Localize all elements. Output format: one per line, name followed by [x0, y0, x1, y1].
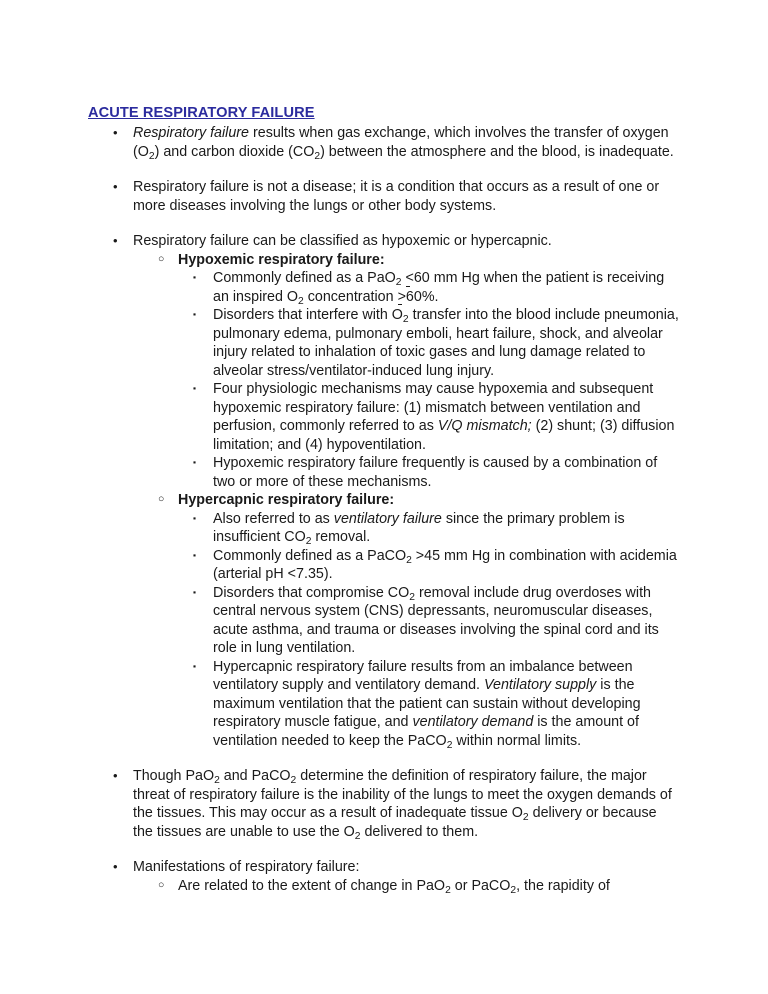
- outline-level-2: [133, 877, 680, 896]
- list-item: [133, 491, 680, 750]
- paragraph-text: [213, 511, 625, 546]
- list-item: [88, 767, 680, 841]
- text-run: and PaCO: [219, 768, 291, 785]
- emphasis-text: ventilatory failure: [333, 510, 442, 527]
- bullet-circle-icon: ○: [158, 252, 165, 265]
- subsection-label: Hypoxemic respiratory failure:: [178, 251, 385, 268]
- bullet-dot-icon: •: [113, 125, 118, 141]
- list-item: [88, 232, 680, 750]
- text-run: transfer into the blood include pneumonia, pulmonary edema, pulmonary emboli, heart failure, shock, and alveolar injury related to inhalation of toxic gases and lung damage related to alveolar stress/ventilator-induced lung injury.: [213, 307, 679, 379]
- text-run: Four physiologic mechanisms may cause hypoxemia and subsequent hypoxemic respiratory failure: (1) mismatch between ventilation and perfusion, commonly referred to as: [213, 381, 654, 435]
- emphasis-text: V/Q mismatch;: [437, 418, 532, 435]
- paragraph-text: [213, 381, 674, 453]
- outline-level-3: [178, 269, 680, 491]
- text-run: Disorders that interfere with O: [213, 307, 403, 324]
- text-run: results when gas exchange, which involves the transfer of oxygen (O: [133, 125, 669, 160]
- subscript: 2: [445, 884, 451, 896]
- page-title: ACUTE RESPIRATORY FAILURE: [88, 105, 315, 121]
- subscript: 2: [314, 150, 321, 162]
- bullet-square-icon: ▪: [193, 549, 197, 560]
- text-run: concentration: [303, 288, 398, 305]
- text-run: is the maximum ventilation that the patient can sustain without developing respiratory muscle fatigue, and: [213, 677, 641, 731]
- paragraph-text: Respiratory failure is not a disease; it is a condition that occurs as a result of one or more diseases involving the lungs or other body systems.: [133, 179, 660, 214]
- subscript: 2: [214, 775, 220, 786]
- list-item: [178, 306, 680, 380]
- text-run: 60 mm Hg when the patient is receiving an inspired O: [213, 270, 665, 305]
- subscript: 2: [290, 775, 297, 786]
- bullet-square-icon: ▪: [193, 660, 197, 671]
- bullet-square-icon: ▪: [193, 586, 197, 597]
- list-item: [88, 178, 680, 215]
- paragraph-text: [213, 659, 641, 749]
- bullet-square-icon: ▪: [193, 272, 197, 283]
- text-run: ) between the atmosphere and the blood, is inadequate.: [320, 143, 674, 160]
- text-run: ) and carbon dioxide (CO: [154, 143, 315, 160]
- paragraph-text: [213, 307, 679, 379]
- text-run: Commonly defined as a PaO: [213, 270, 396, 287]
- outline-level-2: [133, 251, 680, 751]
- subscript: 2: [354, 830, 361, 842]
- subscript: 2: [446, 739, 453, 751]
- bullet-square-icon: ▪: [193, 309, 197, 320]
- subscript: 2: [305, 536, 312, 547]
- subscript: 2: [395, 277, 402, 288]
- paragraph-text: [213, 548, 677, 583]
- paragraph-text: [133, 125, 674, 160]
- less-than-or-equal-symbol: <: [405, 270, 414, 287]
- subscript: 2: [409, 591, 415, 603]
- text-run: (2) shunt; (3) diffusion limitation; and (4) hypoventilation.: [213, 418, 675, 453]
- text-run: determine the definition of respiratory failure, the major threat of respiratory failure is the inability of the lungs to meet the oxygen demands of the tissues. This may occur as a result of inadequate tissue O: [133, 768, 672, 822]
- subscript: 2: [522, 812, 529, 823]
- list-item: [178, 658, 680, 751]
- paragraph-text: [178, 878, 610, 894]
- subsection-label: Hypercapnic respiratory failure:: [178, 492, 395, 509]
- paragraph-text: [213, 585, 659, 657]
- list-item: [88, 124, 680, 161]
- text-run: is the amount of ventilation needed to keep the PaCO: [213, 714, 639, 749]
- text-run: or PaCO: [450, 877, 511, 894]
- list-item: [178, 547, 680, 584]
- bullet-dot-icon: •: [113, 179, 118, 195]
- subscript: 2: [510, 884, 517, 896]
- text-run: Also referred to as: [213, 510, 334, 527]
- list-item: [178, 584, 680, 658]
- text-run: Hypercapnic respiratory failure results from an imbalance between ventilatory supply and ventilatory demand.: [213, 658, 633, 694]
- text-run: 60%.: [405, 288, 439, 305]
- emphasis-text: ventilatory demand: [412, 714, 534, 731]
- text-run: delivery or because the tissues are unable to use the O: [133, 805, 657, 840]
- text-run: Though PaO: [133, 768, 215, 785]
- document-body: [88, 104, 680, 895]
- paragraph-text: [133, 768, 672, 840]
- text-run: >45 mm Hg in combination with acidemia (arterial pH <7.35).: [213, 547, 677, 583]
- bullet-square-icon: ▪: [193, 512, 197, 523]
- outline-level-3: [178, 510, 680, 751]
- emphasis-text: Respiratory failure: [133, 125, 250, 142]
- paragraph-text: Manifestations of respiratory failure:: [133, 859, 360, 876]
- paragraph-text: Hypoxemic respiratory failure frequently is caused by a combination of two or more of these mechanisms.: [213, 455, 658, 490]
- bullet-square-icon: ▪: [193, 457, 197, 468]
- subscript: 2: [402, 314, 409, 325]
- subscript: 2: [298, 295, 304, 307]
- text-run: delivered to them.: [360, 823, 479, 840]
- text-run: Are related to the extent of change in PaO: [178, 877, 446, 894]
- paragraph-text: Respiratory failure can be classified as hypoxemic or hypercapnic.: [133, 233, 552, 250]
- subscript: 2: [406, 554, 412, 566]
- list-item: [178, 510, 680, 547]
- text-run: Disorders that compromise CO: [213, 584, 410, 601]
- bullet-dot-icon: •: [113, 233, 118, 249]
- text-run: , the rapidity of: [516, 877, 610, 894]
- greater-than-or-equal-symbol: >: [397, 288, 406, 305]
- text-run: within normal limits.: [452, 732, 582, 749]
- text-run: removal.: [311, 529, 371, 546]
- list-item: [88, 858, 680, 895]
- outline-level-1: [88, 124, 680, 895]
- list-item: [133, 251, 680, 492]
- bullet-circle-icon: ○: [158, 493, 165, 506]
- list-item: [178, 454, 680, 491]
- bullet-dot-icon: •: [113, 768, 118, 784]
- text-run: since the primary problem is insufficient CO: [213, 510, 625, 546]
- list-item: [178, 269, 680, 306]
- paragraph-text: [213, 270, 664, 305]
- bullet-circle-icon: ○: [158, 878, 165, 891]
- bullet-square-icon: ▪: [193, 383, 197, 394]
- list-item: [178, 380, 680, 454]
- emphasis-text: Ventilatory supply: [484, 677, 597, 694]
- subscript: 2: [148, 150, 155, 162]
- bullet-dot-icon: •: [113, 859, 118, 875]
- text-run: Commonly defined as a PaCO: [213, 547, 407, 564]
- text-run: removal include drug overdoses with central nervous system (CNS) depressants, neuromuscular diseases, acute asthma, and trauma or diseases involving the spinal cord and its role in lung ventilation.: [213, 584, 659, 657]
- list-item: [133, 877, 680, 896]
